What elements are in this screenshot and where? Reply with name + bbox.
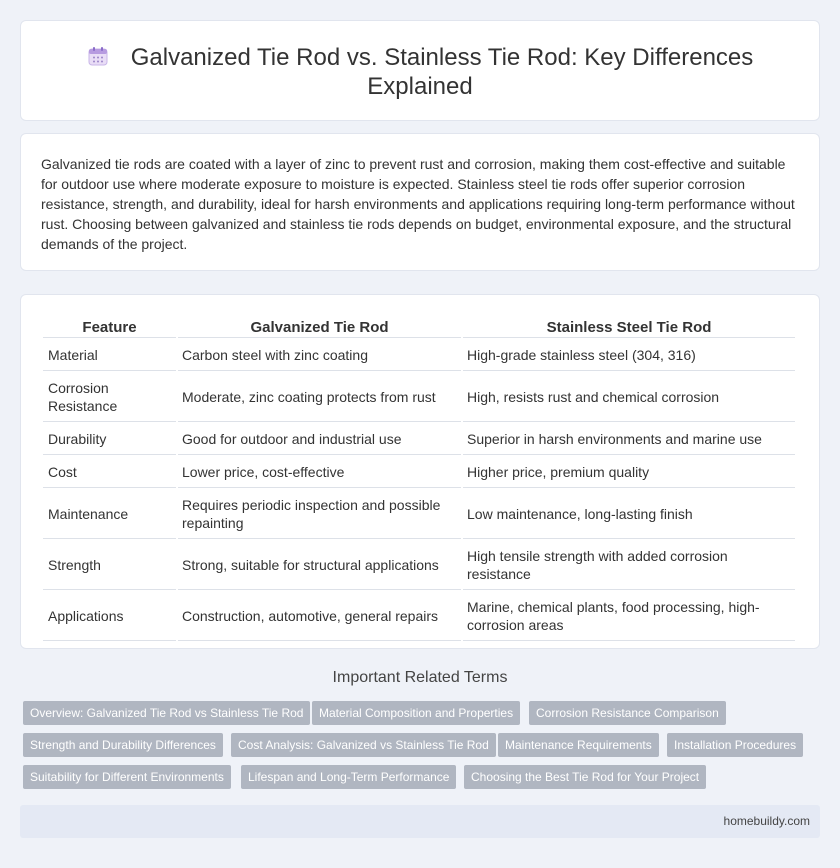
cell-galvanized: Carbon steel with zinc coating (178, 340, 461, 371)
cell-feature: Cost (43, 457, 176, 488)
header-galvanized: Galvanized Tie Rod (178, 317, 461, 338)
footer (20, 805, 820, 838)
related-tag[interactable]: Choosing the Best Tie Rod for Your Project (464, 765, 706, 789)
related-tag[interactable]: Corrosion Resistance Comparison (529, 701, 726, 725)
cell-feature: Maintenance (43, 490, 176, 539)
cell-feature: Corrosion Resistance (43, 373, 176, 422)
title-card (20, 20, 820, 121)
cell-stainless: Superior in harsh environments and marine use (463, 424, 795, 455)
cell-stainless: Low maintenance, long-lasting finish (463, 490, 795, 539)
cell-galvanized: Lower price, cost-effective (178, 457, 461, 488)
cell-stainless: Higher price, premium quality (463, 457, 795, 488)
cell-galvanized: Construction, automotive, general repairs (178, 592, 461, 641)
comparison-table (41, 315, 797, 643)
related-tag[interactable]: Cost Analysis: Galvanized vs Stainless Tie Rod (231, 733, 496, 757)
related-tag[interactable]: Material Composition and Properties (312, 701, 520, 725)
cell-feature: Durability (43, 424, 176, 455)
related-tag[interactable]: Maintenance Requirements (498, 733, 659, 757)
cell-stainless: High, resists rust and chemical corrosion (463, 373, 795, 422)
related-terms-heading: Important Related Terms (332, 669, 508, 686)
cell-stainless: High-grade stainless steel (304, 316) (463, 340, 795, 371)
header-stainless: Stainless Steel Tie Rod (463, 317, 795, 338)
table-row (43, 424, 795, 455)
cell-feature: Applications (43, 592, 176, 641)
table-row (43, 541, 795, 590)
cell-galvanized: Requires periodic inspection and possible repainting (178, 490, 461, 539)
related-tag[interactable]: Overview: Galvanized Tie Rod vs Stainless Tie Rod (23, 701, 310, 725)
table-row (43, 373, 795, 422)
calendar-icon (87, 45, 109, 67)
related-tag[interactable]: Lifespan and Long-Term Performance (241, 765, 456, 789)
cell-galvanized: Good for outdoor and industrial use (178, 424, 461, 455)
cell-feature: Strength (43, 541, 176, 590)
table-row (43, 490, 795, 539)
intro-card (20, 133, 820, 271)
related-terms-section (0, 669, 840, 687)
comparison-table-card (20, 294, 820, 649)
cell-feature: Material (43, 340, 176, 371)
cell-stainless: Marine, chemical plants, food processing, high-corrosion areas (463, 592, 795, 641)
table-header-row (43, 317, 795, 338)
intro-paragraph: Galvanized tie rods are coated with a layer of zinc to prevent rust and corrosion, making them cost-effective and suitable for outdoor use where moderate exposure to moisture is expected. Stainless steel tie rods offer superior corrosion resistance, strength, and durability, ideal for harsh environments and applications requiring long-term performance without rust. Choosing between galvanized and stainless tie rods depends on budget, environmental exposure, and the structural demands of the project. (41, 156, 795, 252)
page-title (61, 43, 779, 101)
table-row (43, 340, 795, 371)
cell-stainless: High tensile strength with added corrosion resistance (463, 541, 795, 590)
related-tag[interactable]: Strength and Durability Differences (23, 733, 223, 757)
table-row (43, 457, 795, 488)
related-tag[interactable]: Installation Procedures (667, 733, 803, 757)
related-tag[interactable]: Suitability for Different Environments (23, 765, 231, 789)
page-title-text: Galvanized Tie Rod vs. Stainless Tie Rod: Key Differences Explained (130, 44, 754, 100)
cell-galvanized: Strong, suitable for structural applications (178, 541, 461, 590)
cell-galvanized: Moderate, zinc coating protects from rust (178, 373, 461, 422)
table-row (43, 592, 795, 641)
header-feature: Feature (43, 317, 176, 338)
footer-site-link[interactable]: homebuildy.com (723, 814, 810, 828)
